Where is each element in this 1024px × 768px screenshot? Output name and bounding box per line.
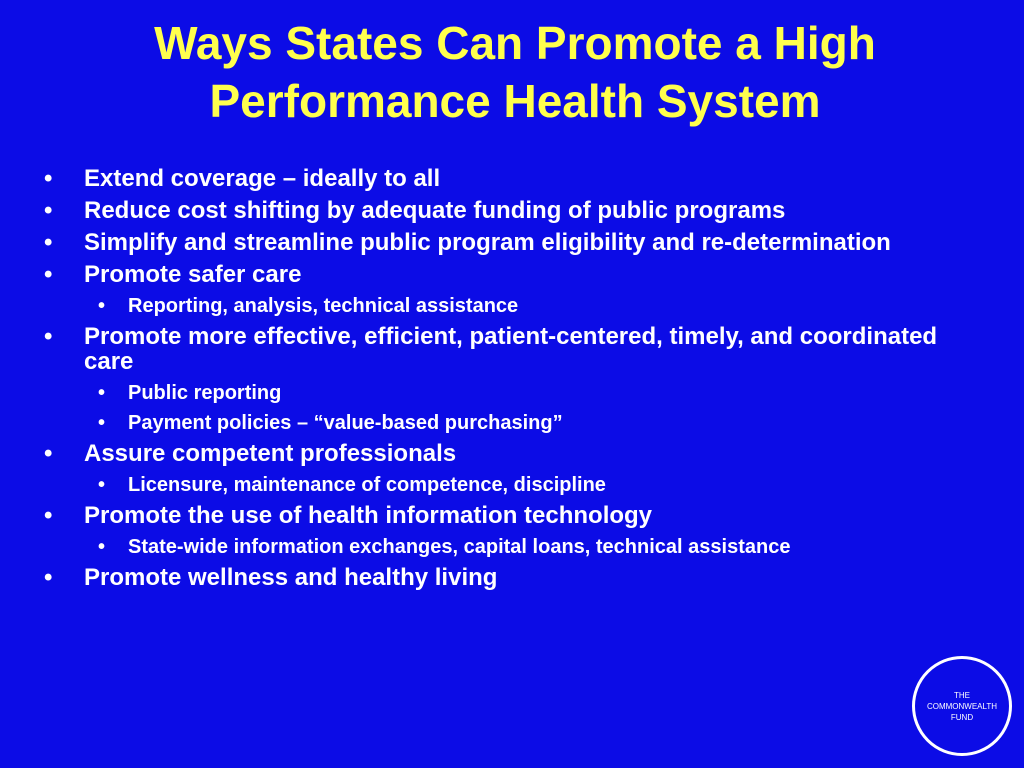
bullet-icon: •	[44, 197, 53, 224]
bullet-text: Simplify and streamline public program eligibility and re-determination	[84, 229, 891, 256]
bullet-list	[42, 166, 942, 590]
bullet-text: Public reporting	[128, 382, 282, 404]
bullet-item	[42, 503, 942, 528]
sub-bullet-item	[42, 295, 942, 317]
bullet-item	[42, 262, 942, 287]
logo-line-1: THE	[954, 690, 970, 700]
slide-title	[60, 14, 970, 130]
bullet-icon: •	[44, 564, 53, 591]
bullet-text: Licensure, maintenance of competence, discipline	[128, 474, 606, 496]
bullet-icon: •	[44, 440, 53, 467]
bullet-icon: •	[98, 295, 106, 317]
bullet-item	[42, 441, 942, 466]
bullet-item	[42, 198, 942, 223]
bullet-text: Reporting, analysis, technical assistance	[128, 295, 519, 317]
bullet-text: Payment policies – “value-based purchasing”	[128, 412, 563, 434]
bullet-text: State-wide information exchanges, capital loans, technical assistance	[128, 536, 791, 558]
commonwealth-fund-logo	[912, 656, 1012, 756]
bullet-icon: •	[44, 229, 53, 256]
bullet-item	[42, 324, 942, 374]
logo-line-3: FUND	[950, 712, 974, 722]
bullet-icon: •	[98, 412, 106, 434]
sub-bullet-item	[42, 474, 942, 496]
bullet-text: Promote wellness and healthy living	[84, 564, 498, 591]
sub-bullet-item	[42, 382, 942, 404]
bullet-item	[42, 230, 942, 255]
bullet-icon: •	[98, 474, 106, 496]
sub-bullet-item	[42, 536, 942, 558]
bullet-icon: •	[44, 261, 53, 288]
bullet-text: Extend coverage – ideally to all	[84, 165, 441, 192]
bullet-icon: •	[98, 536, 106, 558]
bullet-text: Promote more effective, efficient, patient-centered, timely, and coordinated care	[84, 323, 938, 375]
bullet-item	[42, 166, 942, 191]
bullet-icon: •	[44, 323, 53, 350]
bullet-text: Reduce cost shifting by adequate funding of public programs	[84, 197, 786, 224]
bullet-text: Promote safer care	[84, 261, 302, 288]
bullet-item	[42, 565, 942, 590]
bullet-text: Promote the use of health information technology	[84, 502, 653, 529]
bullet-icon: •	[98, 382, 106, 404]
title-line-1: Ways States Can Promote a High	[154, 17, 876, 69]
bullet-text: Assure competent professionals	[84, 440, 457, 467]
title-line-2: Performance Health System	[209, 75, 821, 127]
bullet-icon: •	[44, 165, 53, 192]
sub-bullet-item	[42, 412, 942, 434]
bullet-icon: •	[44, 502, 53, 529]
logo-line-2: COMMONWEALTH	[926, 701, 998, 711]
